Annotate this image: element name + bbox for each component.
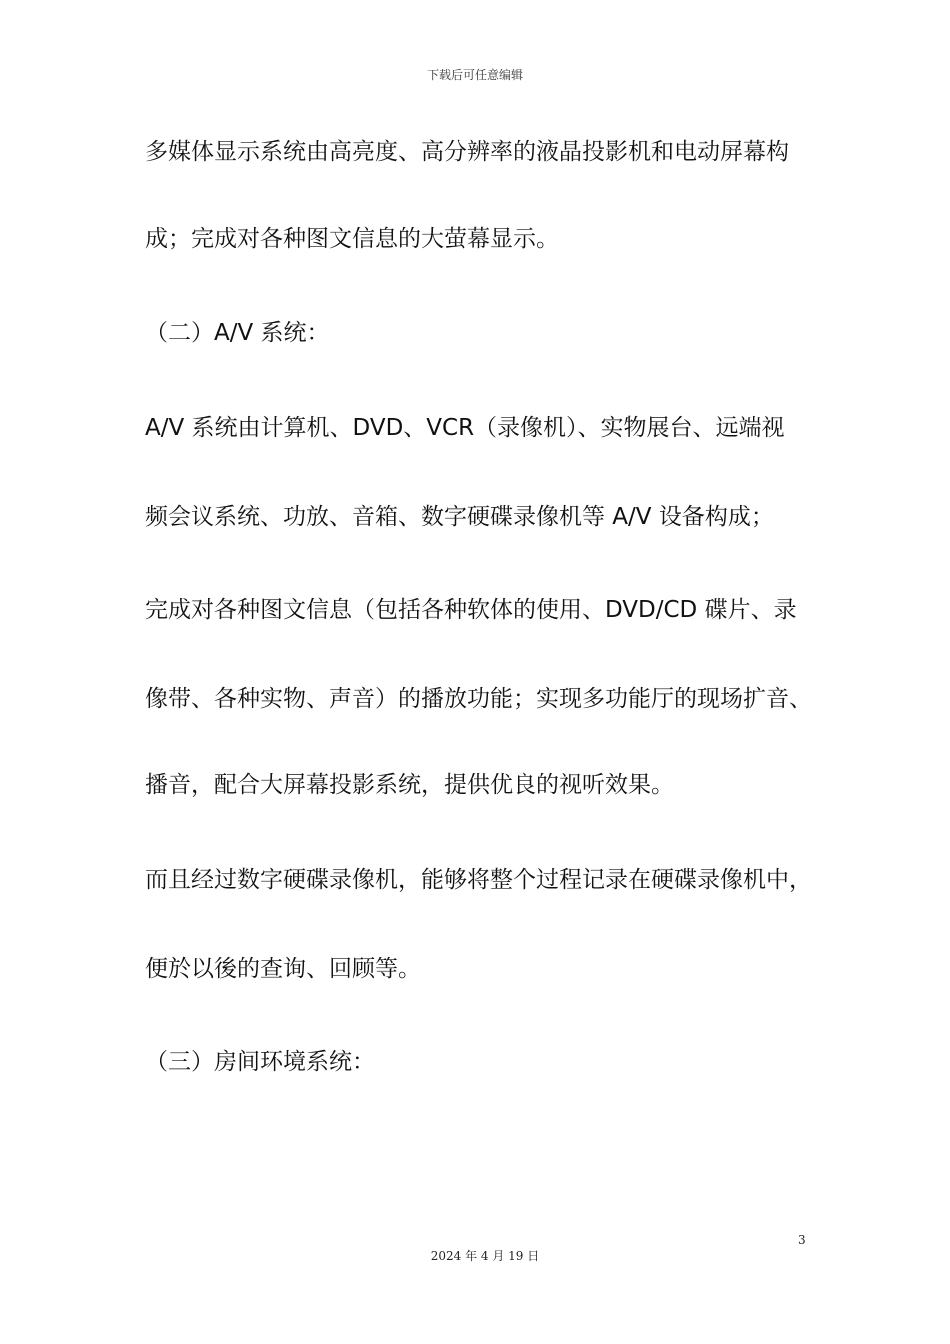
page-number: 3 [798,1233,806,1247]
paragraph-line: A/V 系统由计算机、DVD、VCR（录像机）、实物展台、远端视 [145,415,785,441]
section-heading-room-environment: （三）房间环境系统： [145,1049,375,1075]
paragraph-line: 成；完成对各种图文信息的大萤幕显示。 [145,226,559,252]
paragraph-line: 完成对各种图文信息（包括各种软体的使用、DVD/CD 碟片、录 [145,597,797,623]
paragraph-line: 而且经过数字硬碟录像机，能够将整个过程记录在硬碟录像机中， [145,867,812,893]
paragraph-line: 多媒体显示系统由高亮度、高分辨率的液晶投影机和电动屏幕构 [145,139,789,165]
section-heading-av-system: （二）A/V 系统： [145,320,330,346]
paragraph-line: 频会议系统、功放、音箱、数字硬碟录像机等 A/V 设备构成； [145,504,774,530]
paragraph-line: 播音，配合大屏幕投影系统，提供优良的视听效果。 [145,772,674,798]
footer-date: 2024 年 4 月 19 日 [430,1249,540,1263]
paragraph-line: 便於以後的查询、回顾等。 [145,956,421,982]
paragraph-line: 像带、各种实物、声音）的播放功能；实现多功能厅的现场扩音、 [145,686,812,712]
page-header-note: 下载后可任意编辑 [426,68,523,82]
